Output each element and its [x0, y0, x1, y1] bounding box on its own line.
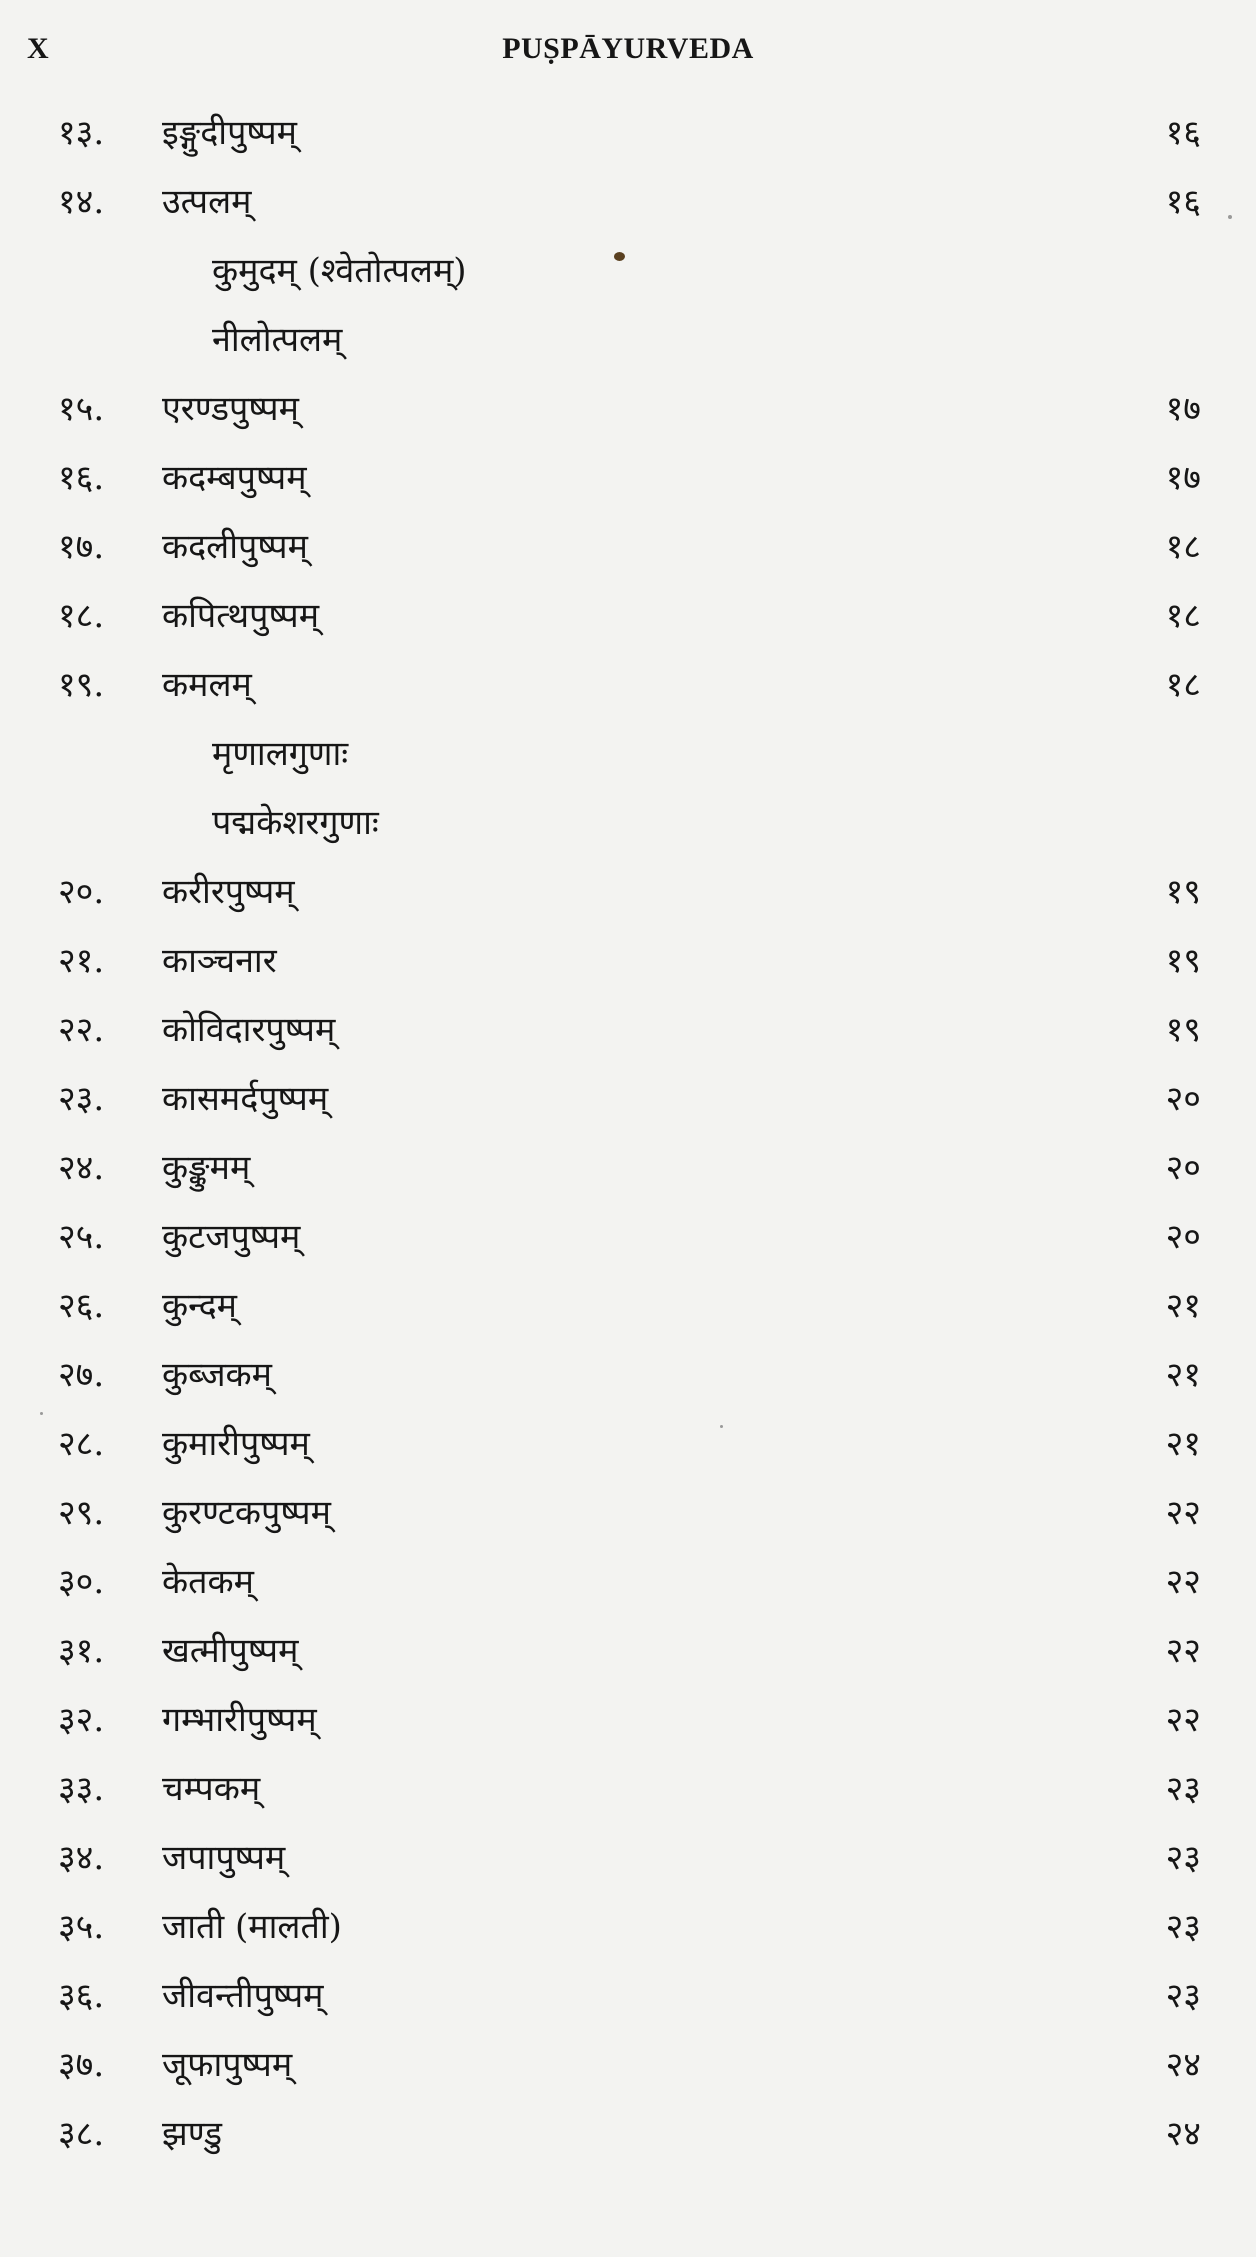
entry-title: कुरण्टकपुष्पम्: [162, 1493, 331, 1533]
toc-entry: [0, 2111, 1256, 2180]
toc-entry: [0, 1628, 1256, 1697]
ink-speck: [40, 1412, 43, 1415]
entry-page-number: १८: [1165, 665, 1201, 705]
ink-speck: [720, 1425, 723, 1428]
entry-number: ३०.: [58, 1562, 105, 1602]
entry-title: कमलम्: [162, 665, 252, 705]
entry-title: एरण्डपुष्पम्: [162, 389, 299, 429]
toc-entry: [0, 1283, 1256, 1352]
entry-number: २३.: [58, 1079, 105, 1119]
entry-title: केतकम्: [162, 1562, 254, 1602]
toc-entry: [0, 1559, 1256, 1628]
toc-entry: [0, 2042, 1256, 2111]
entry-number: ३६.: [58, 1976, 105, 2016]
entry-page-number: २३: [1165, 1838, 1201, 1878]
entry-title: कोविदारपुष्पम्: [162, 1010, 336, 1050]
entry-number: २४.: [58, 1148, 105, 1188]
entry-page-number: १९: [1165, 872, 1201, 912]
toc-entry: [0, 869, 1256, 938]
toc-entry: [0, 1214, 1256, 1283]
entry-number: २०.: [58, 872, 105, 912]
entry-title: जाती (मालती): [162, 1907, 342, 1947]
entry-page-number: १८: [1165, 527, 1201, 567]
entry-title: कपित्थपुष्पम्: [162, 596, 320, 636]
entry-title: जीवन्तीपुष्पम्: [162, 1976, 324, 2016]
toc-entry: [0, 524, 1256, 593]
entry-title: झण्डु: [162, 2114, 223, 2154]
toc-entry: [0, 662, 1256, 731]
entry-page-number: १६: [1165, 182, 1201, 222]
toc-entry: [0, 938, 1256, 1007]
entry-page-number: १७: [1165, 458, 1201, 498]
table-of-contents: [0, 110, 1256, 2180]
entry-page-number: २२: [1165, 1631, 1201, 1671]
entry-number: १९.: [58, 665, 105, 705]
entry-title: कुमारीपुष्पम्: [162, 1424, 310, 1464]
toc-entry: [0, 1766, 1256, 1835]
entry-page-number: २३: [1165, 1976, 1201, 2016]
page-header: [0, 28, 1256, 68]
toc-entry: [0, 1421, 1256, 1490]
entry-number: १८.: [58, 596, 105, 636]
entry-title: गम्भारीपुष्पम्: [162, 1700, 317, 1740]
ink-speck: [614, 252, 625, 261]
toc-entry: [0, 1145, 1256, 1214]
entry-title: उत्पलम्: [162, 182, 252, 222]
entry-number: ३२.: [58, 1700, 105, 1740]
toc-subentry: [0, 731, 1256, 800]
toc-entry: [0, 386, 1256, 455]
entry-page-number: २०: [1165, 1217, 1201, 1257]
entry-title: कुब्जकम्: [162, 1355, 272, 1395]
toc-entry: [0, 1697, 1256, 1766]
toc-entry: [0, 593, 1256, 662]
entry-page-number: २४: [1165, 2045, 1201, 2085]
entry-page-number: २१: [1165, 1286, 1201, 1326]
entry-title: कुमुदम् (श्वेतोत्पलम्): [212, 251, 467, 291]
entry-title: खत्मीपुष्पम्: [162, 1631, 299, 1671]
entry-page-number: १९: [1165, 1010, 1201, 1050]
entry-title: मृणालगुणाः: [212, 734, 349, 774]
toc-entry: [0, 1904, 1256, 1973]
entry-page-number: २२: [1165, 1493, 1201, 1533]
entry-page-number: २४: [1165, 2114, 1201, 2154]
toc-entry: [0, 179, 1256, 248]
entry-number: २७.: [58, 1355, 105, 1395]
ink-speck: [1228, 215, 1232, 219]
entry-title: पद्मकेशरगुणाः: [212, 803, 379, 843]
entry-number: २८.: [58, 1424, 105, 1464]
entry-title: जपापुष्पम्: [162, 1838, 286, 1878]
entry-number: २९.: [58, 1493, 105, 1533]
entry-number: २१.: [58, 941, 105, 981]
entry-number: १५.: [58, 389, 105, 429]
entry-number: २२.: [58, 1010, 105, 1050]
toc-entry: [0, 1835, 1256, 1904]
entry-page-number: २१: [1165, 1424, 1201, 1464]
entry-number: ३८.: [58, 2114, 105, 2154]
entry-number: २६.: [58, 1286, 105, 1326]
entry-title: इङ्गुदीपुष्पम्: [162, 113, 297, 153]
toc-entry: [0, 110, 1256, 179]
entry-number: १४.: [58, 182, 105, 222]
toc-entry: [0, 455, 1256, 524]
entry-number: ३३.: [58, 1769, 105, 1809]
entry-title: काञ्चनार: [162, 941, 277, 981]
entry-number: ३४.: [58, 1838, 105, 1878]
toc-entry: [0, 1490, 1256, 1559]
entry-title: जूफापुष्पम्: [162, 2045, 293, 2085]
toc-entry: [0, 1076, 1256, 1145]
entry-page-number: २३: [1165, 1769, 1201, 1809]
entry-number: १७.: [58, 527, 105, 567]
toc-subentry: [0, 248, 1256, 317]
entry-number: ३७.: [58, 2045, 105, 2085]
toc-subentry: [0, 317, 1256, 386]
entry-page-number: १९: [1165, 941, 1201, 981]
entry-number: १६.: [58, 458, 105, 498]
entry-title: कुङ्कुमम्: [162, 1148, 251, 1188]
entry-title: कुन्दम्: [162, 1286, 238, 1326]
entry-title: कदलीपुष्पम्: [162, 527, 308, 567]
entry-title: करीरपुष्पम्: [162, 872, 295, 912]
toc-entry: [0, 1973, 1256, 2042]
entry-page-number: २२: [1165, 1700, 1201, 1740]
toc-entry: [0, 1007, 1256, 1076]
toc-entry: [0, 1352, 1256, 1421]
entry-page-number: २१: [1165, 1355, 1201, 1395]
entry-page-number: २३: [1165, 1907, 1201, 1947]
entry-page-number: १६: [1165, 113, 1201, 153]
toc-subentry: [0, 800, 1256, 869]
entry-number: ३१.: [58, 1631, 105, 1671]
entry-number: २५.: [58, 1217, 105, 1257]
entry-number: ३५.: [58, 1907, 105, 1947]
entry-page-number: २२: [1165, 1562, 1201, 1602]
entry-number: १३.: [58, 113, 105, 153]
entry-title: कदम्बपुष्पम्: [162, 458, 307, 498]
entry-title: चम्पकम्: [162, 1769, 261, 1809]
entry-page-number: २०: [1165, 1148, 1201, 1188]
entry-title: नीलोत्पलम्: [212, 320, 343, 360]
entry-page-number: २०: [1165, 1079, 1201, 1119]
entry-page-number: १७: [1165, 389, 1201, 429]
entry-page-number: १८: [1165, 596, 1201, 636]
running-title: PUṢPĀYURVEDA: [502, 32, 754, 65]
entry-title: कुटजपुष्पम्: [162, 1217, 301, 1257]
entry-title: कासमर्दपुष्पम्: [162, 1079, 329, 1119]
page-number: X: [27, 32, 50, 65]
